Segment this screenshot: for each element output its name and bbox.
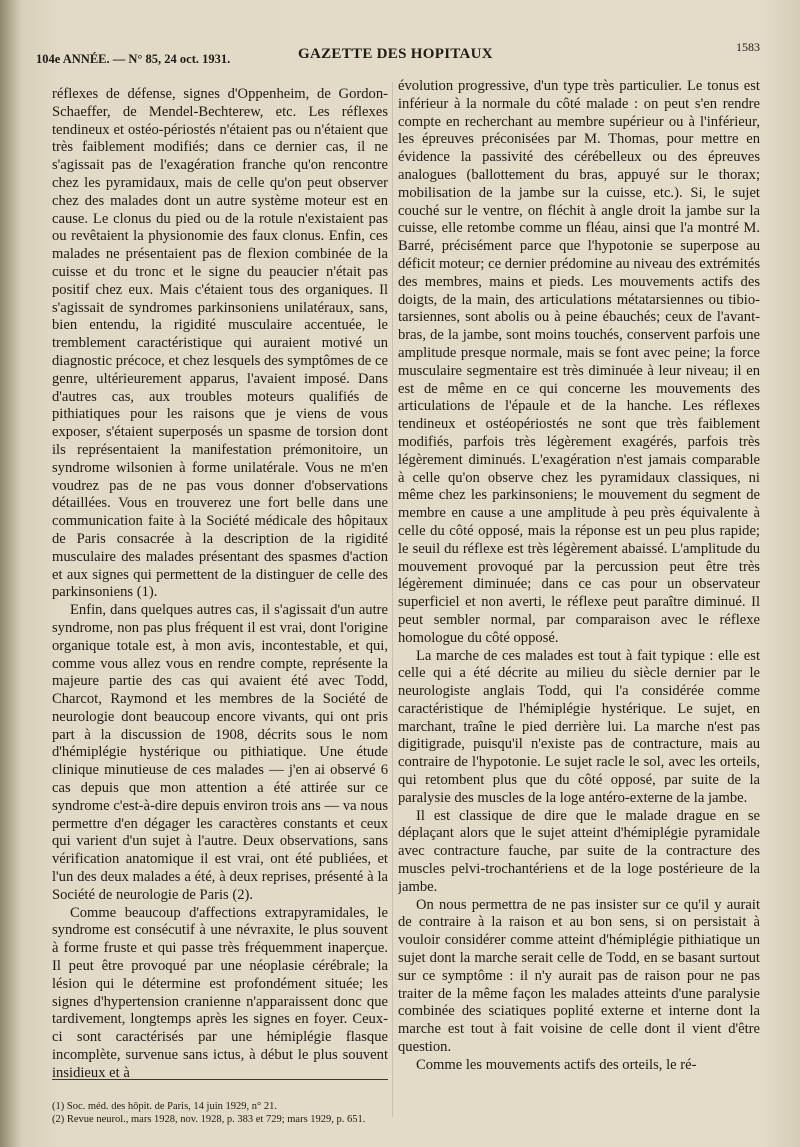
footnote-rule bbox=[52, 1079, 388, 1080]
right-column bbox=[398, 78, 760, 1117]
page-header bbox=[36, 36, 760, 70]
paragraph: Enfin, dans quelques autres cas, il s'agissait d'un autre syndrome, non pas plus fréquent il est vrai, dont l'origine organique totale est, à mon avis, incontestable, et qui, comme vous allez vous en rendre compte, représente la majeure partie des cas qui avaient été avec Todd, Charcot, Raymond et les membres de la Société de neurologie dont beaucoup encore vivants, qui ont pris part à la discussion de 1908, décrits sous le nom d'hémiplégie hystérique ou pithiatique. Une étude clinique minutieuse de ces malades — j'en ai observé 6 cas depuis que mon attention a été attirée sur ce syndrome c'est-à-dire depuis environ trois ans — va nous permettre d'en dégager les caractères constants et ceux qui varient d'un sujet à l'autre. Deux observations, sans vérification anatomique il est vrai, ont été publiées, et l'un des deux malades a été, à deux reprises, présenté à la Société de neurologie de Paris (2). bbox=[52, 602, 388, 903]
footnotes bbox=[52, 1100, 388, 1126]
issue-info: 104e ANNÉE. — N° 85, 24 oct. 1931. bbox=[36, 52, 231, 66]
paragraph: évolution progressive, d'un type très particulier. Le tonus est inférieur à la normale du côté malade : on peut s'en rendre compte en recherchant au membre supérieur ou à l'inférieur, les épreuves préconisées par M. Thomas, pour mettre en évidence la passivité des cérébelleux ou des épreuves analogues (ballottement du bras, appuyé sur le thorax; mobilisation de la jambe sur la cuisse, etc.). Si, le sujet couché sur le ventre, on fléchit à angle droit la jambe sur la cuisse, elle retombe comme un fléau, ainsi que l'a montré M. Barré, précisément parce que l'hypotonie se superpose au déficit moteur; ce dernier prédomine au niveau des extrémités des membres, mains et pieds. Les mouvements actifs des doigts, de la main, des articulations métatarsiennes ou tibio-tarsiennes, sont abolis ou à peine ébauchés; ceux de l'avant-bras, de la jambe, sont moins touchés, conservent parfois une amplitude presque normale, mais se font avec peine; la force musculaire segmentaire est très diminuée à leur niveau; il en est de même en ce qui concerne les mouvements des articulations de l'épaule et de la hanche. Les réflexes tendineux et ostéopériostés ne sont que très faiblement modifiés, parfois très légèrement exagérés, parfois très légèrement diminués. L'exagération n'est jamais comparable à celle qu'on observe chez les pyramidaux classiques, ni même chez les parkinsoniens; le mouvement du segment de membre en cause a une amplitude à peu près équivalente à celle du côté opposé, mais la réponse est un peu plus rapide; le seuil du réflexe est très légèrement abaissé. L'amplitude du mouvement provoqué par la percussion peut être très légèrement diminuée; dans ce cas pour un observateur superficiel et non averti, le réflexe peut paraître diminué. Il peut sembler normal, par comparaison avec le réflexe homologue du côté opposé. bbox=[398, 78, 760, 646]
paragraph: Comme les mouvements actifs des orteils, le ré- bbox=[416, 1056, 697, 1073]
footnote-2: (2) Revue neurol., mars 1928, nov. 1928, p. 383 et 729; mars 1929, p. 651. bbox=[52, 1114, 366, 1125]
paragraph: Il est classique de dire que le malade drague en se déplaçant alors que le sujet atteint d'hémiplégie pyramidale avec contracture fauche, par suite de la contracture des muscles pelvi-trochantériens et de la loge postérieure de la jambe. bbox=[398, 807, 760, 895]
page-number: 1583 bbox=[736, 40, 760, 54]
publication-title: GAZETTE DES HOPITAUX bbox=[298, 46, 493, 62]
paragraph: La marche de ces malades est tout à fait typique : elle est celle qui a été décrite au milieu du siècle dernier par le neurologiste anglais Todd, qui l'a considérée comme caractéristique de l'hémiplégie hystérique. Le sujet, en marchant, traîne le pied derrière lui. La marche n'est pas digitigrade, puisqu'il n'existe pas de contracture, mais au contraire de l'hypotonie. Le sujet racle le sol, avec les orteils, qui retombent plus que du côté opposé, par suite de la paralysie des muscles de la loge antéro-externe de la jambe. bbox=[398, 647, 760, 806]
paragraph: réflexes de défense, signes d'Oppenheim, de Gordon-Schaeffer, de Mendel-Bechterew, etc. Les réflexes tendineux et ostéo-périostés n'étaient pas ou n'étaient que très faiblement modifiés; dans ce dernier cas, il ne s'agissait pas de l'exagération franche qu'on rencontre chez les pyramidaux, mais de celle qu'on peut observer chez des malades dont un autre système moteur est en cause. Le clonus du pied ou de la rotule n'existaient pas ou revêtaient la physionomie des faux clonus. Enfin, ces malades ne présentaient pas de flexion combinée de la cuisse et du tronc et le signe du peaucier n'était pas positif chez eux. Mais c'étaient tous des organiques. Il s'agissait de syndromes parkinsoniens unilatéraux, sans, bien entendu, la rigidité musculaire accentuée, le tremblement caractéristique qui auraient motivé un diagnostic précoce, et chez lesquels des symptômes de ce genre, ultérieurement apparus, l'avaient imposé. Dans d'autres cas, aux troubles moteurs qualifiés de pithiatiques pour les raisons que je viens de vous exposer, s'étaient superposés un spasme de torsion dont ils représentaient la manifestation prémonitoire, un syndrome wilsonien à forme unilatérale. Vous ne m'en voudrez pas de ne pas vous donner d'observations détaillées. Vous en trouverez une fort belle dans une communication faite à la Société médicale des hôpitaux de Paris consacrée à la description de la rigidité musculaire des malades présentant des spasmes d'action et aux signes qui permettent de la distinguer de celle des parkinsoniens (1). bbox=[52, 86, 388, 601]
left-column bbox=[52, 86, 388, 1117]
paragraph: Comme beaucoup d'affections extrapyramidales, le syndrome est consécutif à une névraxite, le plus souvent à forme fruste et qui passe très fréquemment inaperçue. Il peut être provoqué par une néoplasie cérébrale; la lésion qui le détermine est profondément située; les signes d'hypertension cranienne n'apparaissent donc que tardivement, longtemps après les signes en foyer. Ceux-ci sont caractérisés par une hémiplégie flasque incomplète, survenue sans ictus, à début le plus souvent insidieux et à bbox=[52, 904, 388, 1081]
paragraph: On nous permettra de ne pas insister sur ce qu'il y aurait de contraire à la raison et au bon sens, si on persistait à vouloir considérer comme atteint d'hémiplégie pithiatique un sujet dont la marche serait celle de Todd, en se basant surtout sur ce symptôme : il n'y aurait pas de raison pour ne pas traiter de la même façon les malades atteints d'une paralysie combinée des sciatiques poplité externe et interne dont la marche est tout à fait voisine de celle dont il vient d'être question. bbox=[398, 896, 760, 1056]
column-divider bbox=[392, 82, 393, 1117]
footnote-1: (1) Soc. méd. des hôpit. de Paris, 14 juin 1929, n° 21. bbox=[52, 1101, 277, 1112]
